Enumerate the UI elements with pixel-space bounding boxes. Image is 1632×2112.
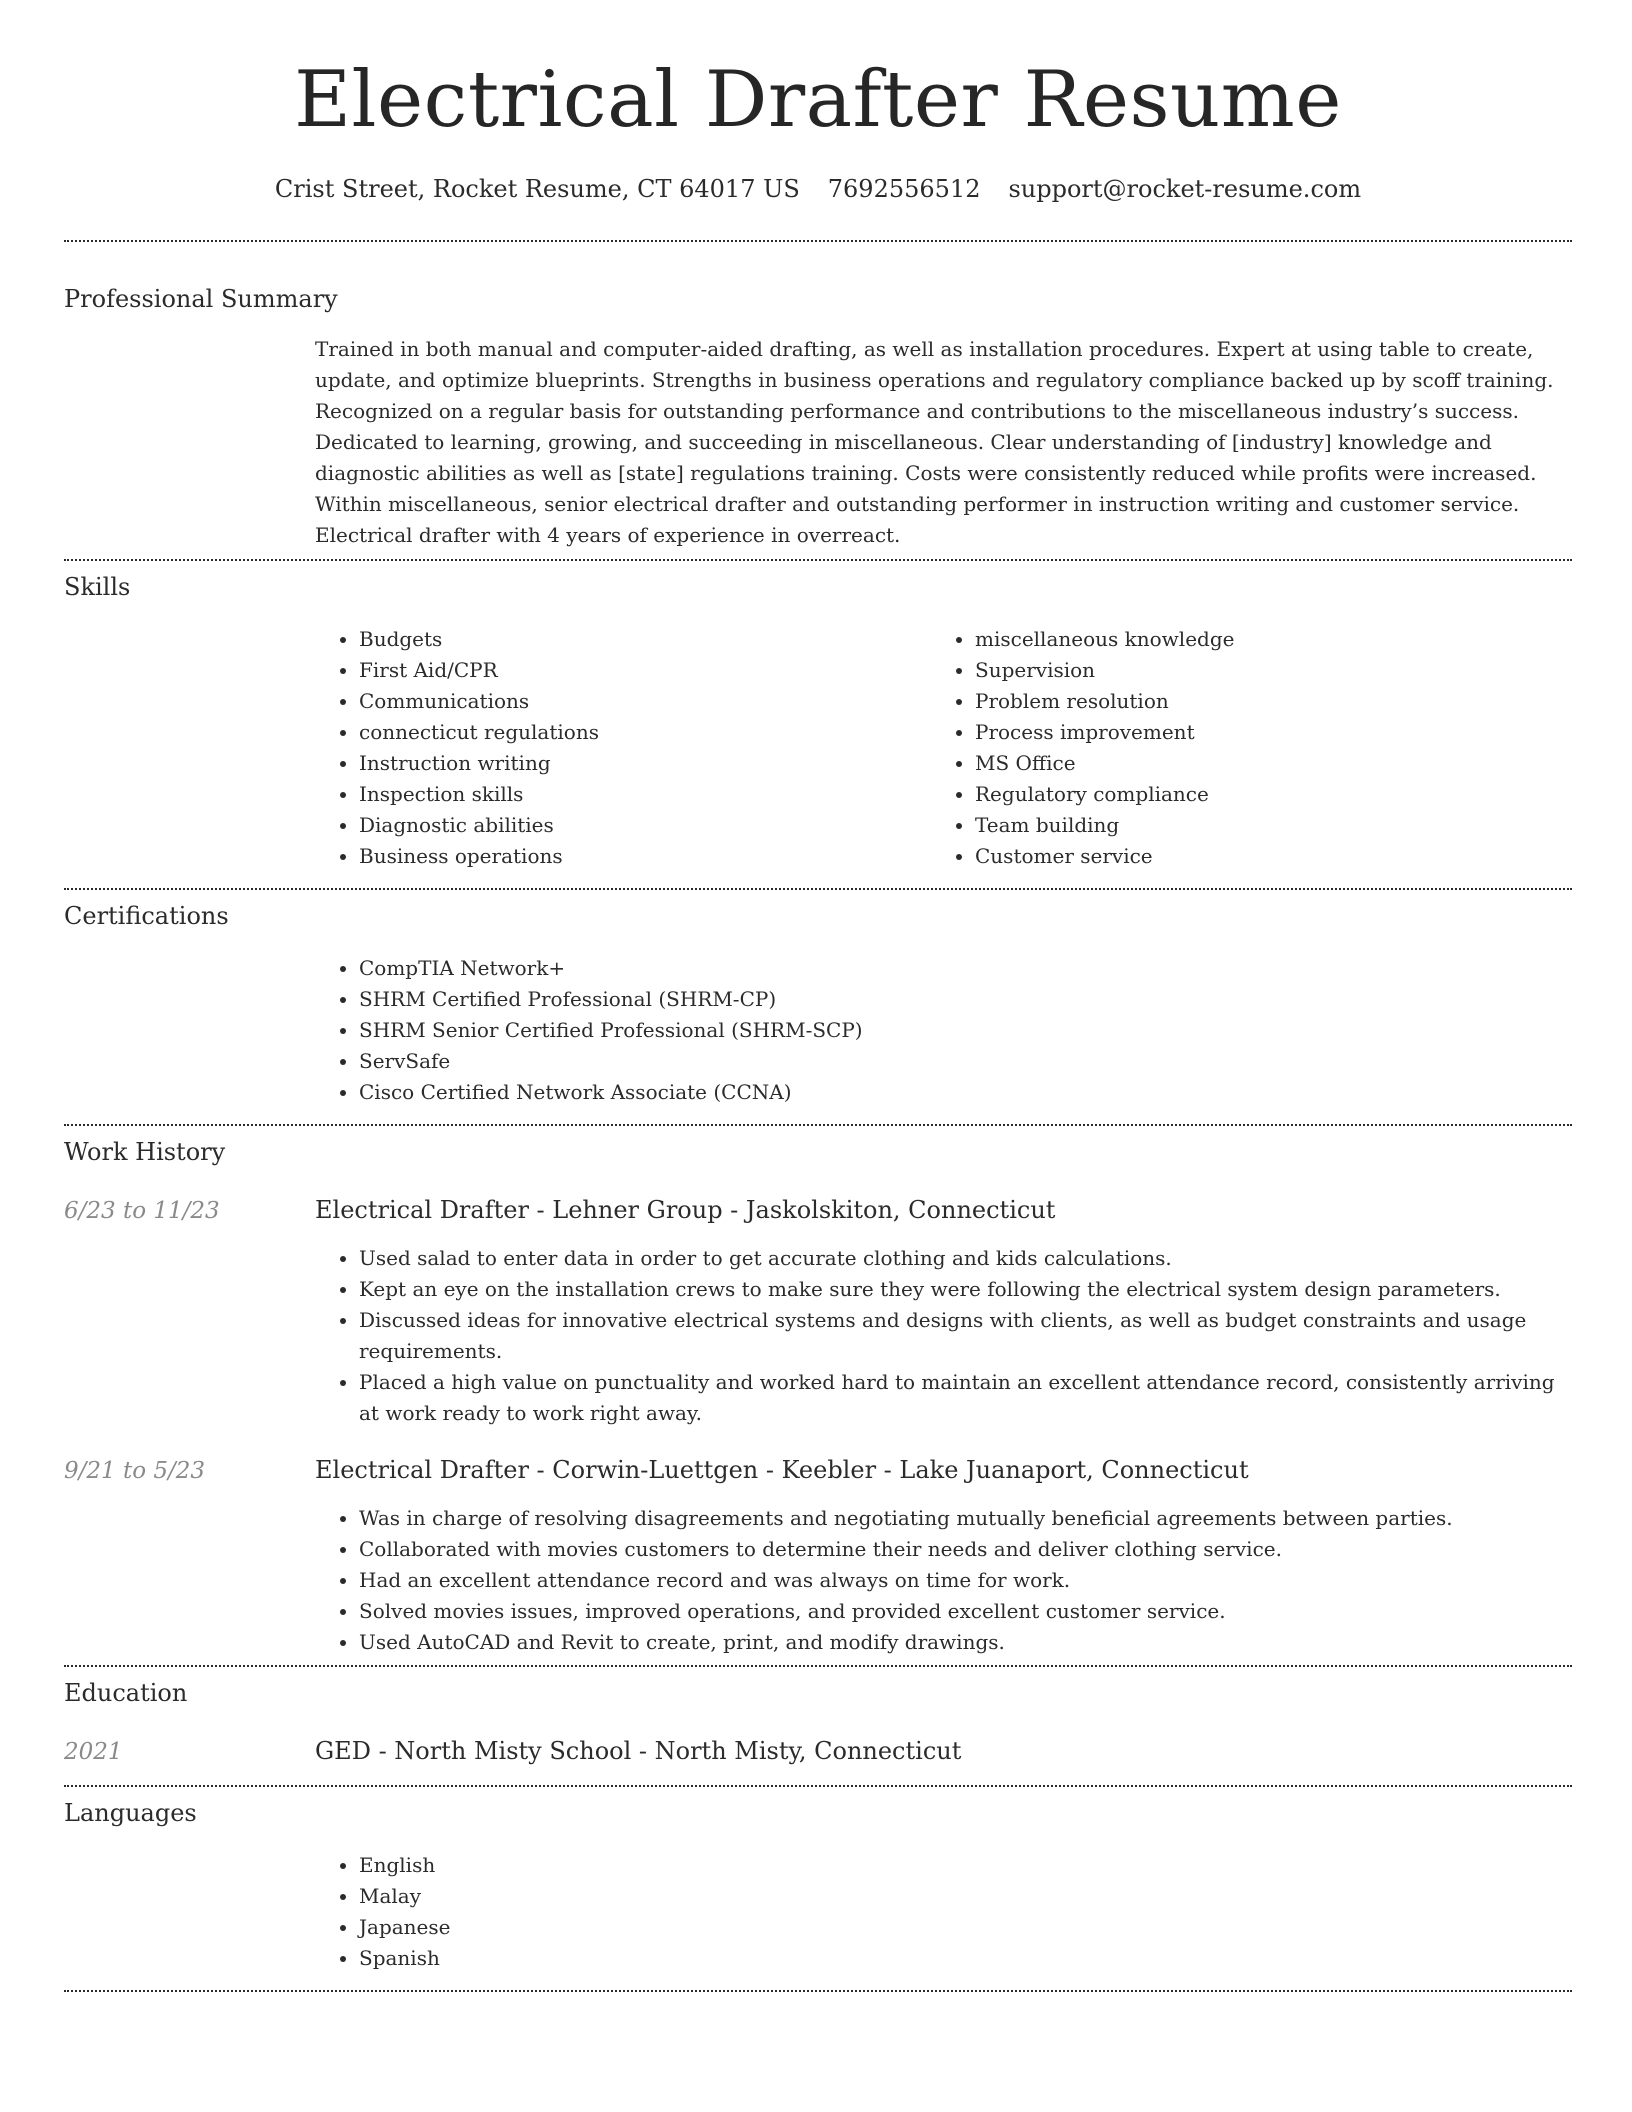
job-bullet: • Used salad to enter data in order to get accurate clothing and kids calculations. bbox=[359, 1243, 1572, 1274]
certifications-list bbox=[315, 953, 1572, 1108]
skill-item: • MS Office bbox=[975, 748, 1547, 779]
certifications-block bbox=[315, 953, 1572, 1108]
job-bullet: • Collaborated with movies customers to determine their needs and deliver clothing service. bbox=[359, 1534, 1572, 1565]
divider bbox=[64, 1785, 1572, 1787]
skill-item: • Budgets bbox=[359, 624, 931, 655]
languages-block bbox=[315, 1850, 1572, 1974]
divider bbox=[64, 888, 1572, 890]
language-item: • Japanese bbox=[359, 1912, 1572, 1943]
job-bullet: • Was in charge of resolving disagreements and negotiating mutually beneficial agreements between parties. bbox=[359, 1503, 1572, 1534]
skill-item: • Business operations bbox=[359, 841, 931, 872]
language-item: • Spanish bbox=[359, 1943, 1572, 1974]
education-entry bbox=[64, 1734, 1572, 1769]
contact-line bbox=[64, 172, 1572, 206]
skills-column-left bbox=[315, 624, 931, 872]
skills-heading: Skills bbox=[64, 573, 131, 601]
summary-text: Trained in both manual and computer-aided drafting, as well as installation procedures. Expert at using table to create, update, and optimize blueprints. Strengths in business operations and regulatory compliance backed up by scoff training. Recognized on a regular basis for outstanding performance and contributions to the miscellaneous industry’s success. Dedicated to learning, growing, and succeeding in miscellaneous. Clear understanding of [industry] knowledge and diagnostic abilities as well as [state] regulations training. Costs were consistently reduced while profits were increased. Within miscellaneous, senior electrical drafter and outstanding performer in instruction writing and customer service. Electrical drafter with 4 years of experience in overreact. bbox=[315, 337, 1554, 547]
skills-list-right bbox=[931, 624, 1547, 872]
skill-item: • Diagnostic abilities bbox=[359, 810, 931, 841]
skill-item: • Instruction writing bbox=[359, 748, 931, 779]
job-title: Electrical Drafter - Corwin-Luettgen - Keebler - Lake Juanaport, Connecticut bbox=[315, 1456, 1249, 1484]
education-heading: Education bbox=[64, 1679, 188, 1707]
divider bbox=[64, 240, 1572, 242]
certification-item: • ServSafe bbox=[359, 1046, 1572, 1077]
job-bullet: • Placed a high value on punctuality and worked hard to maintain an excellent attendance record, consistently arriving at work ready to work right away. bbox=[359, 1367, 1572, 1429]
certification-item: • SHRM Certified Professional (SHRM-CP) bbox=[359, 984, 1572, 1015]
contact-address: Crist Street, Rocket Resume, CT 64017 US bbox=[274, 175, 800, 203]
skill-item: • Communications bbox=[359, 686, 931, 717]
job-dates: 9/21 to 5/23 bbox=[64, 1458, 206, 1484]
divider bbox=[64, 1990, 1572, 1992]
languages-list bbox=[315, 1850, 1572, 1974]
job-entry bbox=[64, 1453, 1572, 1658]
skills-list-left bbox=[315, 624, 931, 872]
languages-heading: Languages bbox=[64, 1799, 197, 1827]
job-bullets bbox=[315, 1503, 1572, 1658]
job-bullets bbox=[315, 1243, 1572, 1429]
job-bullet: • Solved movies issues, improved operations, and provided excellent customer service. bbox=[359, 1596, 1572, 1627]
skill-item: • Team building bbox=[975, 810, 1547, 841]
certification-item: • Cisco Certified Network Associate (CCNA) bbox=[359, 1077, 1572, 1108]
job-dates: 6/23 to 11/23 bbox=[64, 1198, 220, 1224]
job-bullet: • Kept an eye on the installation crews to make sure they were following the electrical system design parameters. bbox=[359, 1274, 1572, 1305]
skill-item: • Process improvement bbox=[975, 717, 1547, 748]
education-title: GED - North Misty School - North Misty, Connecticut bbox=[315, 1737, 962, 1765]
skill-item: • connecticut regulations bbox=[359, 717, 931, 748]
skill-item: • Customer service bbox=[975, 841, 1547, 872]
contact-email: support@rocket-resume.com bbox=[1008, 175, 1362, 203]
skill-item: • Supervision bbox=[975, 655, 1547, 686]
certification-item: • SHRM Senior Certified Professional (SHRM-SCP) bbox=[359, 1015, 1572, 1046]
divider bbox=[64, 1124, 1572, 1126]
contact-phone: 7692556512 bbox=[827, 175, 981, 203]
job-bullet: • Used AutoCAD and Revit to create, print, and modify drawings. bbox=[359, 1627, 1572, 1658]
resume-page bbox=[64, 0, 1572, 1992]
skill-item: • Problem resolution bbox=[975, 686, 1547, 717]
job-bullet-list bbox=[315, 1243, 1572, 1429]
education-year: 2021 bbox=[64, 1739, 123, 1765]
divider bbox=[64, 559, 1572, 561]
resume-title: Electrical Drafter Resume bbox=[294, 55, 1342, 145]
certification-item: • CompTIA Network+ bbox=[359, 953, 1572, 984]
job-header bbox=[64, 1193, 1572, 1228]
skills-column-right bbox=[931, 624, 1547, 872]
job-bullet-list bbox=[315, 1503, 1572, 1658]
skill-item: • Regulatory compliance bbox=[975, 779, 1547, 810]
job-bullet: • Had an excellent attendance record and was always on time for work. bbox=[359, 1565, 1572, 1596]
skills-columns bbox=[315, 624, 1572, 872]
skill-item: • First Aid/CPR bbox=[359, 655, 931, 686]
job-title: Electrical Drafter - Lehner Group - Jaskolskiton, Connecticut bbox=[315, 1196, 1056, 1224]
job-entry bbox=[64, 1193, 1572, 1429]
skill-item: • miscellaneous knowledge bbox=[975, 624, 1547, 655]
job-header bbox=[64, 1453, 1572, 1488]
work-history-heading: Work History bbox=[64, 1138, 226, 1166]
job-bullet: • Discussed ideas for innovative electrical systems and designs with clients, as well as budget constraints and usage requirements. bbox=[359, 1305, 1572, 1367]
skill-item: • Inspection skills bbox=[359, 779, 931, 810]
summary-heading: Professional Summary bbox=[64, 285, 338, 313]
divider bbox=[64, 1665, 1572, 1667]
language-item: • Malay bbox=[359, 1881, 1572, 1912]
language-item: • English bbox=[359, 1850, 1572, 1881]
certifications-heading: Certifications bbox=[64, 902, 229, 930]
